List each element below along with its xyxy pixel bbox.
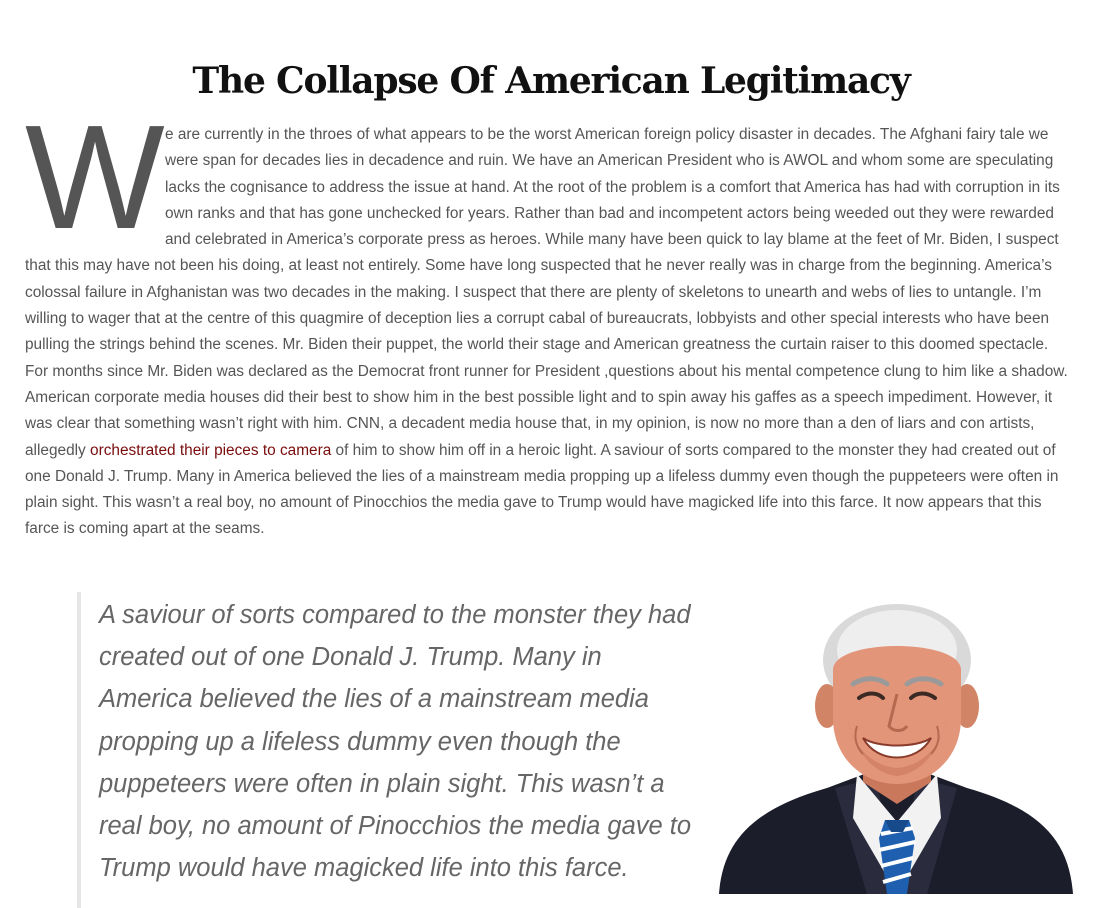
article-paragraph xyxy=(25,95,1075,543)
orchestrated-pieces-link[interactable]: orchestrated their pieces to camera xyxy=(90,441,332,459)
face xyxy=(833,646,961,784)
paragraph-text-before-link: e are currently in the throes of what appears to be the worst American foreign policy disaster in decades. The Afghani fairy tale we were span for decades lies in decadence and ruin. We have an American President who is AWOL and whom some are speculating lacks the cognisance to address the issue at hand. At the root of the problem is a comfort that America has had with corruption in its own ranks and that has gone unchecked for years. Rather than bad and incompetent actors being weeded out they were rewarded and celebrated in America’s corporate press as heroes. While many have been quick to lay blame at the feet of Mr. Biden, I suspect that this may have not been his doing, at least not entirely. Some have long suspected that he never really was in charge from the beginning. America’s colossal failure in Afghanistan was two decades in the making. I suspect that there are plenty of skeletons to unearth and webs of lies to untangle. I’m willing to wager that at the centre of this quagmire of deception lies a corrupt cabal of bureaucrats, lobbyists and other special interests who have been pulling the strings behind the scenes. Mr. Biden their puppet, the world their stage and American greatness the curtain raiser to this doomed spectacle. For months since Mr. Biden was declared as the Democrat front runner for President ,questions about his mental competence clung to him like a shadow. American corporate media houses did their best to show him in the best possible light and to spin away his gaffes as a speech impediment. However, it was clear that something wasn’t right with him. CNN, a decadent media house that, in my opinion, is now no more than a den of liars and con artists, allegedly xyxy=(25,126,1068,459)
portrait-illustration xyxy=(717,598,1075,898)
pull-quote xyxy=(77,592,697,908)
paragraph-text-after-link: of him to show him off in a heroic light. A saviour of sorts compared to the monster they had created out of one Donald J. Trump. Many in America believed the lies of a mainstream media propping up a lifeless dummy even though the puppeteers were often in plain sight. This wasn’t a real boy, no amount of Pinocchios the media gave to Trump would have magicked life into this farce. It now appears that this farce is coming apart at the seams. xyxy=(25,441,1059,538)
drop-cap: W xyxy=(25,95,159,260)
pull-quote-text: A saviour of sorts compared to the monster they had created out of one Donald J. Trump. Many in America believed the lies of a mainstream media propping up a lifeless dummy even though the puppeteers were often in plain sight. This wasn’t a real boy, no amount of Pinocchios the media gave to Trump would have magicked life into this farce. xyxy=(99,601,692,883)
page-title: The Collapse Of American Legitimacy xyxy=(192,60,910,102)
